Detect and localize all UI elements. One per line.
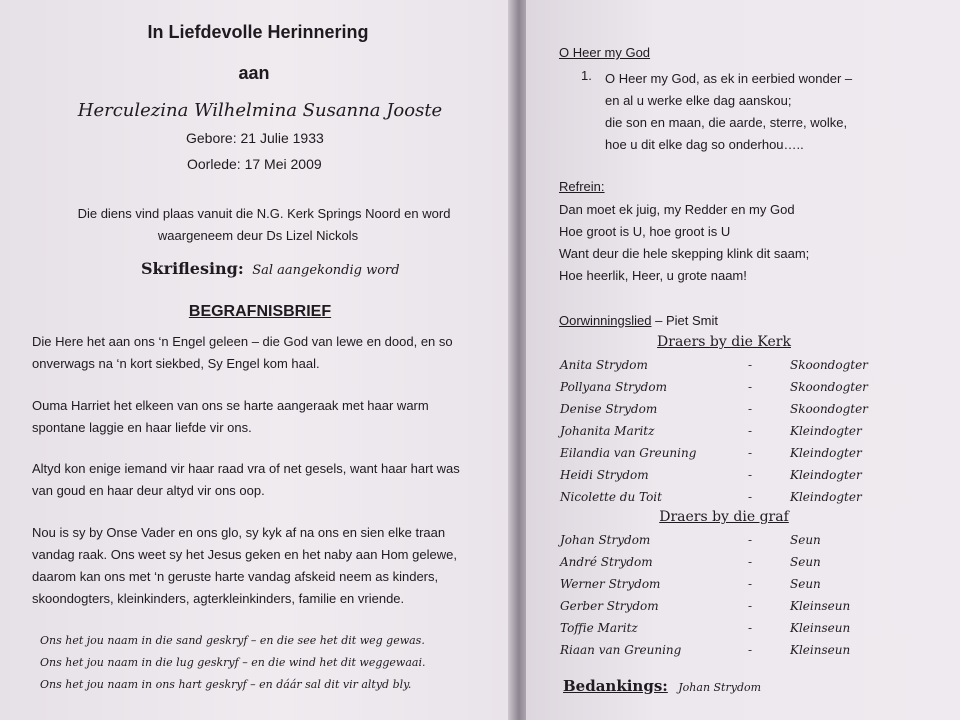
paragraph-line: onverwags na ‘n kort siekbed, Sy Engel kom haal.: [32, 356, 320, 371]
bearer-name: Johanita Maritz: [560, 424, 655, 438]
church-bearer-row: [560, 380, 868, 401]
poem-line: Ons het jou naam in die lug geskryf – en die wind het dit weggewaai.: [40, 656, 426, 669]
bearer-dash: -: [748, 358, 753, 372]
bearer-dash: -: [748, 643, 753, 657]
refrain-label: Refrein:: [559, 179, 605, 194]
bearer-name: Riaan van Greuning: [560, 643, 682, 657]
verse-number: 1.: [581, 68, 592, 83]
verse-line: en al u werke elke dag aanskou;: [605, 93, 792, 108]
bearer-relation: Kleinseun: [790, 599, 851, 613]
memorial-poem: [40, 630, 425, 696]
bearer-name: Nicolette du Toit: [560, 490, 662, 504]
paragraph-line: spontane laggie en haar liefde vir ons.: [32, 420, 252, 435]
memorial-subtitle: aan: [238, 63, 270, 83]
grave-bearer-row: [560, 621, 860, 642]
victory-author: Piet Smit: [665, 313, 718, 328]
refrain-line: Hoe groot is U, hoe groot is U: [559, 224, 731, 239]
bearer-dash: -: [748, 490, 753, 504]
poem-line: Ons het jou naam in ons hart geskryf – en dáár sal dit vir altyd bly.: [40, 678, 412, 691]
paragraph-line: Nou is sy by Onse Vader en ons glo, sy kyk af na ons en sien elke traan: [32, 525, 446, 540]
grave-bearers-heading: Draers by die graf: [659, 509, 789, 525]
thanks-name: Johan Strydom: [678, 681, 762, 694]
bearer-relation: Kleindogter: [790, 424, 862, 438]
bearer-relation: Seun: [790, 555, 821, 569]
verse-line: die son en maan, die aarde, sterre, wolke,: [605, 115, 848, 130]
scripture-line: [141, 259, 400, 279]
bearer-dash: -: [748, 424, 753, 438]
bearer-dash: -: [748, 468, 753, 482]
church-bearer-row: [560, 358, 868, 379]
bearer-name: Heidi Strydom: [560, 468, 649, 482]
thanks-label: Bedankings:: [563, 677, 668, 695]
paragraph-line: van goud en haar deur altyd vir ons oop.: [32, 483, 265, 498]
scripture-value: Sal aangekondig word: [252, 263, 400, 278]
grave-bearer-row: [560, 577, 860, 598]
bearer-relation: Kleindogter: [790, 490, 862, 504]
church-bearer-row: [560, 424, 860, 445]
memorial-title: In Liefdevolle Herinnering: [147, 22, 369, 42]
bearer-relation: Kleindogter: [790, 468, 862, 482]
grave-bearer-row: [560, 599, 860, 620]
bearer-name: Pollyana Strydom: [560, 380, 667, 394]
bearer-relation: Kleindogter: [790, 446, 862, 460]
paragraph-line: vandag raak. Ons weet sy het Jesus geken en het naby aan Hom gelewe,: [32, 547, 457, 562]
bearer-name: Anita Strydom: [560, 358, 648, 372]
letter-heading: BEGRAFNISBRIEF: [188, 303, 332, 320]
bearer-dash: -: [748, 380, 753, 394]
victory-separator: –: [651, 313, 666, 328]
born-date: 21 Julie 1933: [240, 130, 324, 146]
bearer-dash: -: [748, 555, 753, 569]
church-bearer-row: [560, 446, 860, 467]
grave-bearer-row: [560, 555, 860, 576]
birth-line: [186, 130, 324, 146]
deceased-name: Herculezina Wilhelmina Susanna Jooste: [77, 100, 443, 121]
bearer-name: Toffie Maritz: [560, 621, 638, 635]
bearer-dash: -: [748, 621, 753, 635]
church-bearer-row: [560, 490, 860, 511]
born-label: Gebore:: [186, 130, 237, 146]
bearer-relation: Skoondogter: [790, 358, 868, 372]
bearer-name: Gerber Strydom: [560, 599, 659, 613]
bearer-relation: Kleinseun: [790, 621, 851, 635]
refrain-line: Dan moet ek juig, my Redder en my God: [559, 202, 795, 217]
bearer-dash: -: [748, 446, 753, 460]
bearer-relation: Kleinseun: [790, 643, 851, 657]
refrain-line: Want deur die hele skepping klink dit saam;: [559, 246, 810, 261]
church-bearer-row: [560, 402, 868, 423]
service-line-1: Die diens vind plaas vanuit die N.G. Kerk Springs Noord en word: [77, 206, 451, 221]
bearer-relation: Seun: [790, 533, 821, 547]
died-date: 17 Mei 2009: [244, 156, 322, 172]
bearer-dash: -: [748, 533, 753, 547]
poem-line: Ons het jou naam in die sand geskryf – en die see het dit weg gewas.: [40, 634, 425, 647]
bearer-dash: -: [748, 402, 753, 416]
letter-paragraph-4: [32, 522, 457, 610]
church-bearers-heading: Draers by die Kerk: [657, 334, 791, 350]
paragraph-line: skoondogters, kleinkinders, agterkleinkinders, familie en vriende.: [32, 591, 405, 606]
death-line: [187, 156, 322, 172]
refrain-text: [559, 199, 809, 287]
paragraph-line: daarom kan ons met ‘n geruste harte vandag afskeid neem as kinders,: [32, 569, 439, 584]
right-page: [526, 0, 960, 720]
grave-bearer-row: [560, 643, 860, 664]
bearer-name: Denise Strydom: [560, 402, 658, 416]
bearer-relation: Seun: [790, 577, 821, 591]
letter-paragraph-3: [32, 458, 460, 502]
refrain-line: Hoe heerlik, Heer, u grote naam!: [559, 268, 747, 283]
letter-paragraph-1: [32, 331, 453, 375]
paragraph-line: Altyd kon enige iemand vir haar raad vra of net gesels, want haar hart was: [32, 461, 460, 476]
died-label: Oorlede:: [187, 156, 241, 172]
bearer-name: André Strydom: [560, 555, 653, 569]
verse-line: O Heer my God, as ek in eerbied wonder –: [605, 71, 853, 86]
grave-bearer-row: [560, 533, 860, 554]
bearer-name: Werner Strydom: [560, 577, 661, 591]
church-bearer-row: [560, 468, 860, 489]
scripture-label: Skriflesing:: [141, 259, 244, 278]
victory-song-line: [559, 313, 718, 328]
bearer-relation: Skoondogter: [790, 402, 868, 416]
hymn-title: O Heer my God: [559, 45, 651, 60]
thanks-line: [563, 677, 761, 696]
bearer-name: Eilandia van Greuning: [560, 446, 697, 460]
verse-text: [605, 68, 852, 156]
letter-paragraph-2: [32, 395, 429, 439]
paragraph-line: Die Here het aan ons ‘n Engel geleen – die God van lewe en dood, en so: [32, 334, 453, 349]
service-line-2: waargeneem deur Ds Lizel Nickols: [157, 228, 359, 243]
victory-label: Oorwinningslied: [559, 313, 652, 328]
bearer-dash: -: [748, 577, 753, 591]
bearer-name: Johan Strydom: [560, 533, 651, 547]
bearer-relation: Skoondogter: [790, 380, 868, 394]
bearer-dash: -: [748, 599, 753, 613]
verse-line: hoe u dit elke dag so onderhou…..: [605, 137, 804, 152]
paragraph-line: Ouma Harriet het elkeen van ons se harte aangeraak met haar warm: [32, 398, 429, 413]
